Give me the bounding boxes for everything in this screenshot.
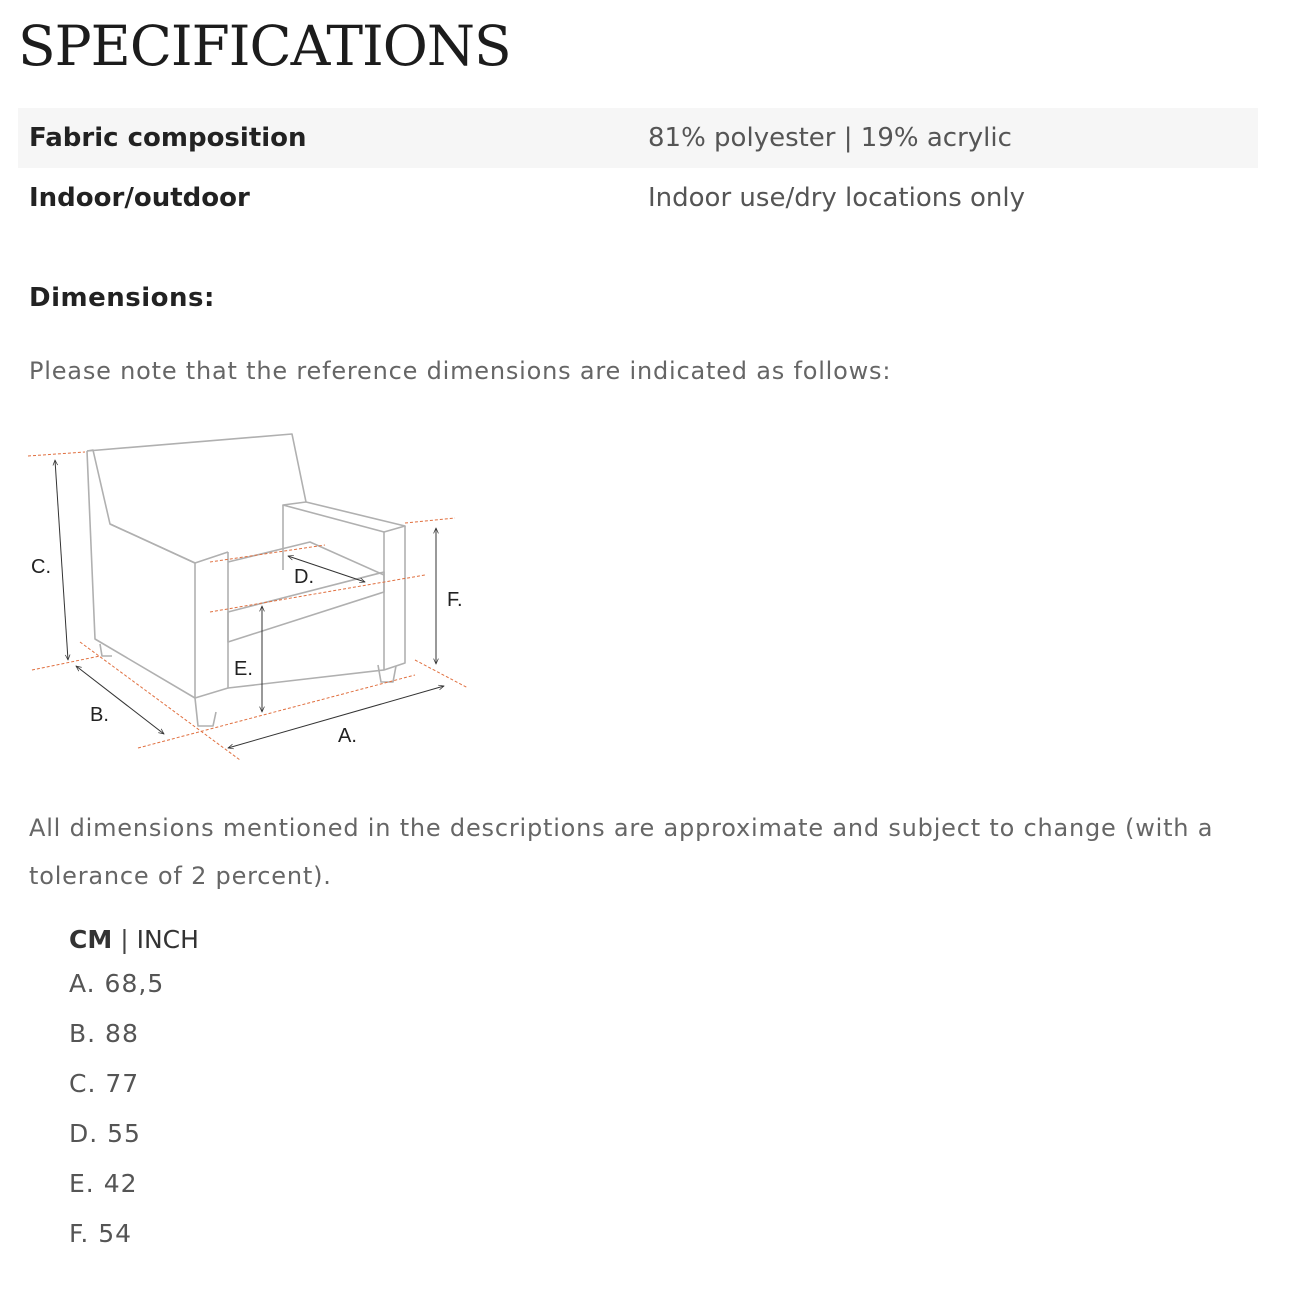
- unit-inch[interactable]: INCH: [136, 925, 199, 954]
- specifications-table: [18, 108, 1258, 228]
- label-a: A.: [338, 725, 357, 747]
- label-b: B.: [90, 704, 109, 726]
- reference-note: Please note that the reference dimensions are indicated as follows:: [29, 357, 892, 385]
- armchair-dimension-diagram: [20, 420, 480, 770]
- measurement-arrows: [55, 460, 444, 748]
- dimension-a: A. 68,5: [69, 969, 165, 998]
- label-c: C.: [31, 556, 51, 578]
- unit-cm[interactable]: CM: [69, 925, 113, 954]
- dimension-e: E. 42: [69, 1169, 138, 1198]
- dimension-d: D. 55: [69, 1119, 141, 1148]
- spec-row-indoor-outdoor: [18, 168, 1258, 228]
- dimension-f: F. 54: [69, 1219, 133, 1248]
- arrow-c: [55, 460, 68, 660]
- dimension-b: B. 88: [69, 1019, 139, 1048]
- spec-value: 81% polyester | 19% acrylic: [648, 123, 1012, 153]
- unit-separator: |: [120, 925, 129, 954]
- dimensions-heading: Dimensions:: [29, 283, 215, 313]
- label-f: F.: [447, 589, 463, 611]
- dimension-c: C. 77: [69, 1069, 140, 1098]
- label-e: E.: [234, 658, 253, 680]
- dimension-list: [69, 966, 164, 1266]
- spec-value: Indoor use/dry locations only: [648, 183, 1026, 213]
- unit-toggle: [69, 922, 199, 958]
- spec-row-fabric: [18, 108, 1258, 168]
- spec-label: Fabric composition: [29, 123, 307, 153]
- page-title: SPECIFICATIONS: [18, 14, 511, 78]
- label-d: D.: [294, 566, 314, 588]
- arrow-a: [228, 686, 444, 748]
- spec-label: Indoor/outdoor: [29, 183, 250, 213]
- tolerance-note: All dimensions mentioned in the descriptions are approximate and subject to change (with a tolerance of 2 percent).: [29, 814, 1214, 890]
